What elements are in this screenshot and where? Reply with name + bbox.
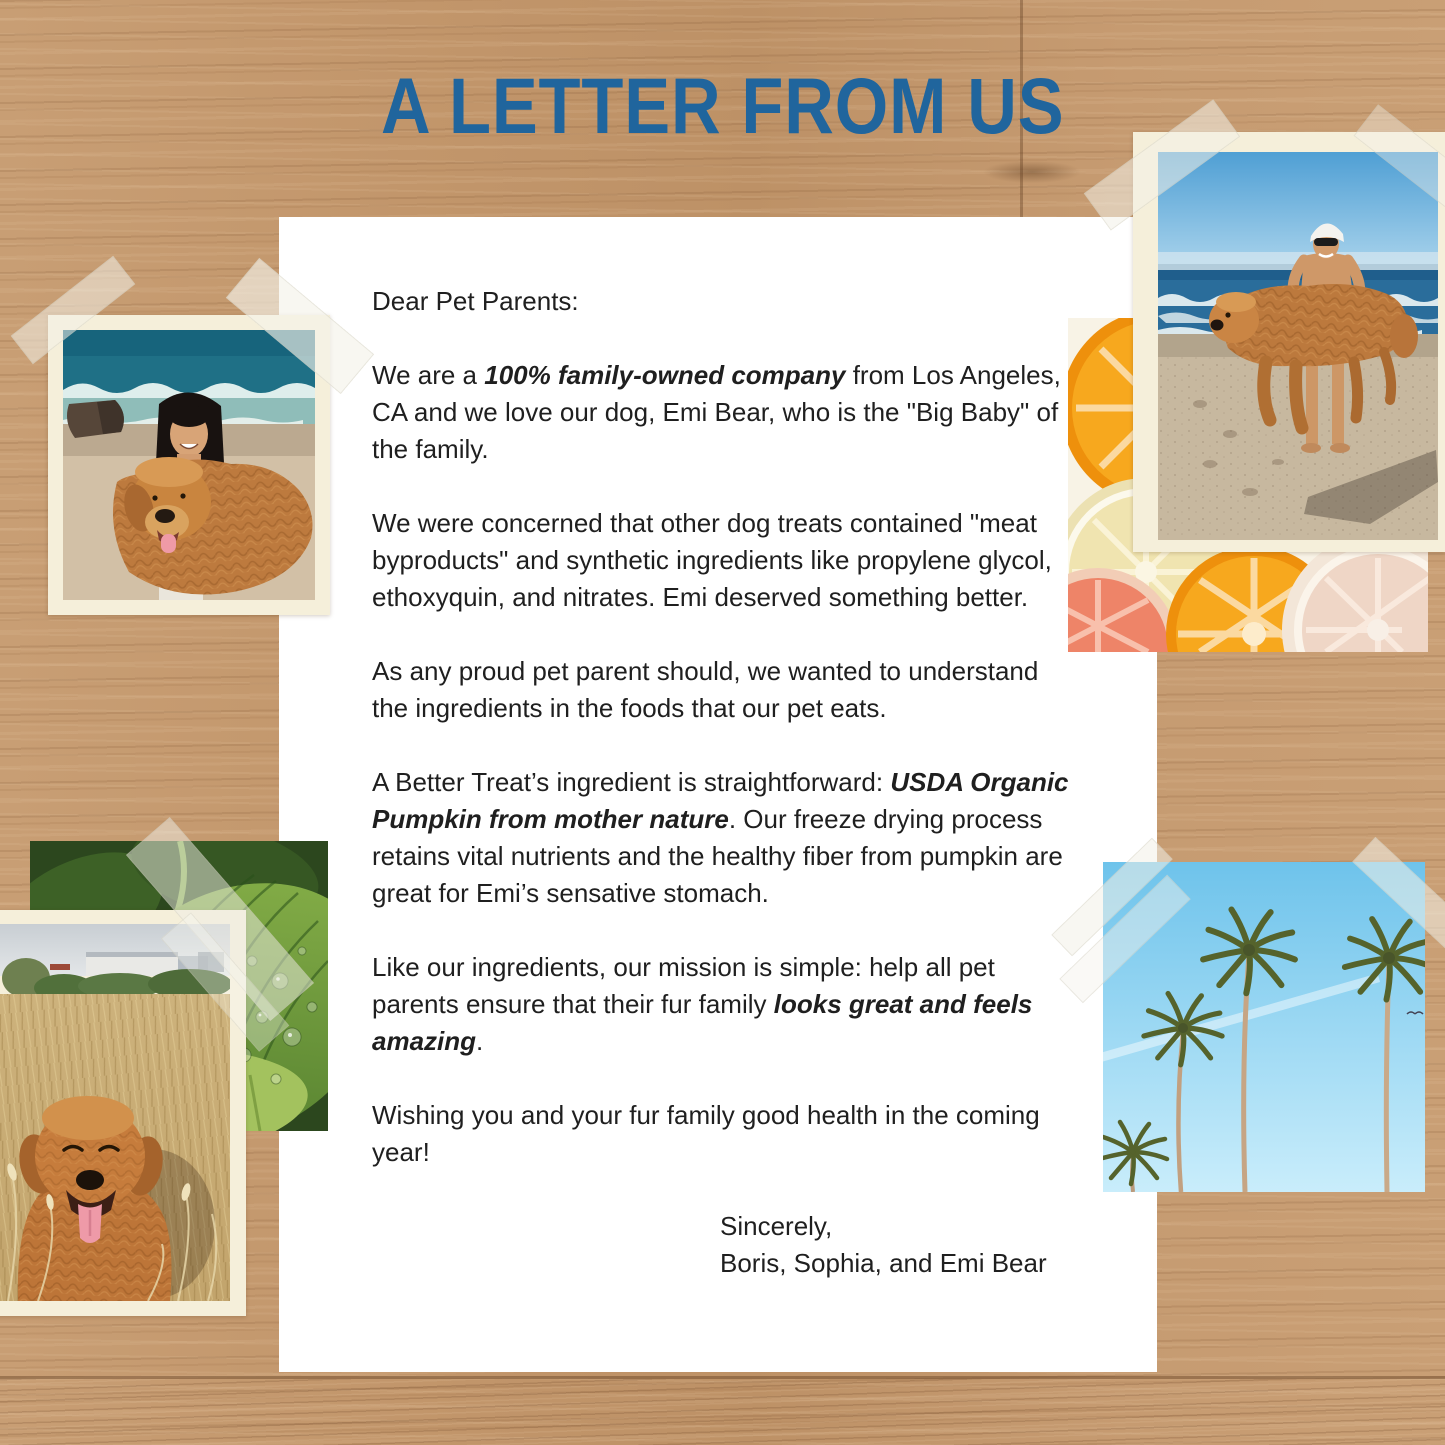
dog-field-illustration	[0, 924, 230, 1301]
body-text: We were concerned that other dog treats contained "meat byproducts" and synthetic ingredients like propylene glycol, ethoxyquin, and nitrates. Emi deserved something better.	[372, 508, 1052, 612]
letter-paragraph	[372, 764, 1072, 912]
wood-plank-bottom	[0, 1379, 1445, 1445]
letter-paragraph	[372, 1097, 1072, 1171]
emphasis-text: USDA Organic Pumpkin from mother nature	[372, 767, 1069, 834]
letter-paragraph	[372, 653, 1072, 727]
letter-salutation: Dear Pet Parents:	[372, 286, 579, 316]
letter-paragraph	[372, 357, 1072, 468]
body-text: .	[476, 1026, 484, 1056]
man-beach-illustration	[1158, 152, 1438, 540]
emphasis-text: 100% family-owned company	[484, 360, 846, 390]
letter-paragraph	[372, 505, 1072, 616]
body-text: . Our freeze drying process retains vital nutrients and the healthy fiber from pumpkin are great for Emi’s sensative stomach.	[372, 804, 1063, 908]
photo-man-beach	[1158, 152, 1438, 540]
woman-beach-illustration	[63, 330, 315, 600]
body-text: Wishing you and your fur family good health in the coming year!	[372, 1100, 1040, 1167]
body-text: As any proud pet parent should, we wanted to understand the ingredients in the foods that our pet eats.	[372, 656, 1039, 723]
closing-line: Boris, Sophia, and Emi Bear	[720, 1248, 1047, 1278]
photo-dog-field	[0, 924, 230, 1301]
polaroid-woman-beach	[48, 315, 330, 615]
letter-paragraphs	[372, 357, 1072, 1171]
letter-paragraph	[372, 949, 1072, 1060]
page-title: A LETTER FROM US	[380, 61, 1065, 150]
body-text: A Better Treat’s ingredient is straightforward:	[372, 767, 891, 797]
body-text: Like our ingredients, our mission is simple: help all pet parents ensure that their fur family	[372, 952, 995, 1019]
emphasis-text: looks great and feels amazing	[372, 989, 1033, 1056]
letter-closing	[720, 1208, 1072, 1282]
body-text: We are a	[372, 360, 485, 390]
body-text: from Los Angeles, CA and we love our dog, Emi Bear, who is the "Big Baby" of the family.	[372, 360, 1061, 464]
letter-body	[372, 283, 1072, 1282]
closing-line: Sincerely,	[720, 1211, 833, 1241]
polaroid-man-beach	[1133, 132, 1445, 552]
photo-woman-beach	[63, 330, 315, 600]
